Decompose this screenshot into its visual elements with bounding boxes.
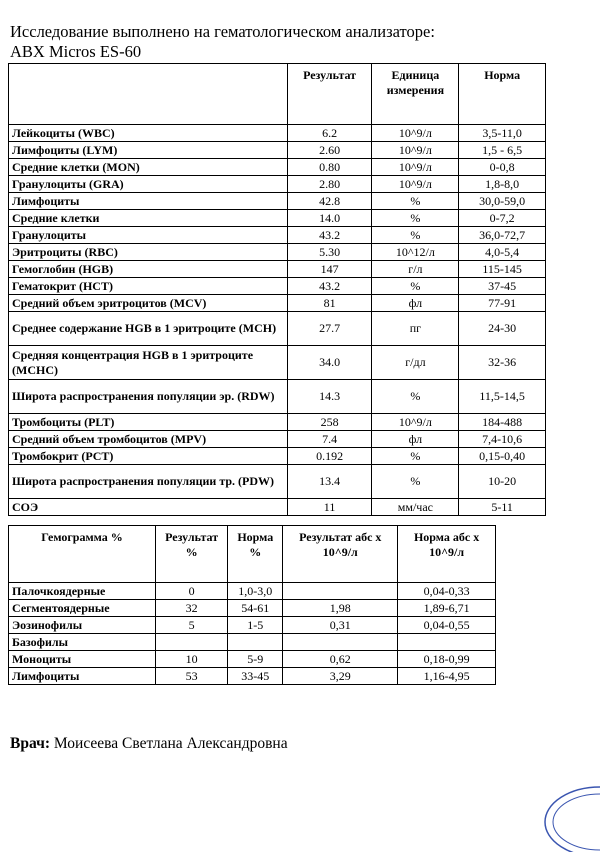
test-value: 0.192 [287,448,372,465]
test-norm: 10-20 [459,465,546,499]
test-value: 147 [287,261,372,278]
test-unit: 10^12/л [372,244,459,261]
test-value: 43.2 [287,227,372,244]
table-row [9,651,496,668]
test-name: Гранулоциты (GRA) [9,176,288,193]
test-norm: 5-11 [459,499,546,516]
test-name: Средняя концентрация HGB в 1 эритроците (MCHC) [9,346,288,380]
cell-result-pct: 32 [156,600,228,617]
cell-name: Эозинофилы [9,617,156,634]
test-value: 7.4 [287,431,372,448]
cell-norm-abs: 0,04-0,33 [398,583,496,600]
cell-norm-pct: 1-5 [228,617,283,634]
test-value: 14.0 [287,210,372,227]
test-unit: г/дл [372,346,459,380]
test-unit: % [372,210,459,227]
table-row [9,295,546,312]
table-row [9,210,546,227]
test-value: 6.2 [287,125,372,142]
table-row [9,634,496,651]
test-value: 11 [287,499,372,516]
test-norm: 24-30 [459,312,546,346]
cell-result-pct: 0 [156,583,228,600]
test-value: 34.0 [287,346,372,380]
doctor-signature-line [10,735,288,753]
cell-norm-pct [228,634,283,651]
test-value: 43.2 [287,278,372,295]
test-name: Лимфоциты (LYM) [9,142,288,159]
test-name: Средние клетки (MON) [9,159,288,176]
table-row [9,261,546,278]
test-name: Широта распространения популяции эр. (RDW) [9,380,288,414]
blood-test-header-row [9,64,546,125]
header-empty [9,64,288,125]
hemogram-table [8,525,496,685]
test-unit: 10^9/л [372,414,459,431]
test-name: Лейкоциты (WBC) [9,125,288,142]
cell-norm-abs [398,634,496,651]
report-heading [10,22,435,62]
test-norm: 0-0,8 [459,159,546,176]
test-name: Тромбоциты (PLT) [9,414,288,431]
hemogram-header-norm-abs: Норма абс x 10^9/л [398,526,496,583]
test-value: 2.60 [287,142,372,159]
hemogram-header-result-pct: Результат % [156,526,228,583]
table-row [9,278,546,295]
header-norm: Норма [459,64,546,125]
test-norm: 0,15-0,40 [459,448,546,465]
cell-norm-pct: 54-61 [228,600,283,617]
test-norm: 11,5-14,5 [459,380,546,414]
test-norm: 37-45 [459,278,546,295]
doctor-name: Моисеева Светлана Александровна [53,735,288,752]
test-unit: % [372,380,459,414]
table-row [9,312,546,346]
cell-result-pct: 53 [156,668,228,685]
table-row [9,414,546,431]
test-value: 13.4 [287,465,372,499]
test-unit: мм/час [372,499,459,516]
table-row [9,227,546,244]
test-value: 81 [287,295,372,312]
test-norm: 3,5-11,0 [459,125,546,142]
test-norm: 115-145 [459,261,546,278]
cell-norm-pct: 33-45 [228,668,283,685]
table-row [9,499,546,516]
cell-norm-abs: 1,16-4,95 [398,668,496,685]
test-unit: 10^9/л [372,176,459,193]
table-row [9,159,546,176]
cell-result-pct: 10 [156,651,228,668]
test-name: Среднее содержание HGB в 1 эритроците (MCH) [9,312,288,346]
cell-norm-abs: 0,04-0,55 [398,617,496,634]
heading-line-2: ABX Micros ES-60 [10,42,142,61]
cell-result-abs [283,583,398,600]
header-unit: Единица измерения [372,64,459,125]
table-row [9,583,496,600]
table-row [9,346,546,380]
hemogram-header-row [9,526,496,583]
test-value: 0.80 [287,159,372,176]
cell-name: Моноциты [9,651,156,668]
cell-norm-abs: 1,89-6,71 [398,600,496,617]
cell-result-abs: 1,98 [283,600,398,617]
hemogram-header-result-abs: Результат абс x 10^9/л [283,526,398,583]
table-row [9,380,546,414]
cell-result-abs: 0,31 [283,617,398,634]
table-row [9,193,546,210]
test-name: Средние клетки [9,210,288,227]
test-norm: 77-91 [459,295,546,312]
test-norm: 184-488 [459,414,546,431]
test-name: Гемоглобин (HGB) [9,261,288,278]
cell-result-abs [283,634,398,651]
test-name: Эритроциты (RBC) [9,244,288,261]
cell-norm-abs: 0,18-0,99 [398,651,496,668]
test-unit: пг [372,312,459,346]
cell-norm-pct: 5-9 [228,651,283,668]
cell-norm-pct: 1,0-3,0 [228,583,283,600]
cell-result-abs: 3,29 [283,668,398,685]
hemogram-header-name: Гемограмма % [9,526,156,583]
test-unit: % [372,448,459,465]
test-unit: фл [372,295,459,312]
test-name: Гематокрит (HCT) [9,278,288,295]
test-name: Средний объем тромбоцитов (MPV) [9,431,288,448]
cell-name: Палочкоядерные [9,583,156,600]
table-row [9,125,546,142]
test-unit: % [372,227,459,244]
test-unit: % [372,278,459,295]
test-norm: 0-7,2 [459,210,546,227]
test-name: Средний объем эритроцитов (MCV) [9,295,288,312]
table-row [9,431,546,448]
cell-name: Лимфоциты [9,668,156,685]
test-unit: 10^9/л [372,159,459,176]
test-norm: 7,4-10,6 [459,431,546,448]
test-unit: % [372,193,459,210]
test-value: 2.80 [287,176,372,193]
table-row [9,142,546,159]
test-value: 27.7 [287,312,372,346]
cell-name: Базофилы [9,634,156,651]
test-value: 5.30 [287,244,372,261]
test-unit: 10^9/л [372,142,459,159]
cell-result-abs: 0,62 [283,651,398,668]
doctor-label: Врач: [10,735,50,752]
test-name: Гранулоциты [9,227,288,244]
table-row [9,176,546,193]
test-value: 258 [287,414,372,431]
test-name: СОЭ [9,499,288,516]
test-unit: фл [372,431,459,448]
test-name: Широта распространения популяции тр. (PDW) [9,465,288,499]
table-row [9,668,496,685]
hemogram-header-norm-pct: Норма % [228,526,283,583]
blood-test-table [8,63,546,516]
test-norm: 30,0-59,0 [459,193,546,210]
table-row [9,617,496,634]
test-unit: 10^9/л [372,125,459,142]
table-row [9,465,546,499]
test-unit: % [372,465,459,499]
test-norm: 32-36 [459,346,546,380]
test-value: 42.8 [287,193,372,210]
test-name: Лимфоциты [9,193,288,210]
table-row [9,244,546,261]
test-unit: г/л [372,261,459,278]
test-norm: 1,8-8,0 [459,176,546,193]
stamp-icon [540,772,600,852]
test-norm: 4,0-5,4 [459,244,546,261]
test-norm: 36,0-72,7 [459,227,546,244]
table-row [9,600,496,617]
cell-result-pct: 5 [156,617,228,634]
test-name: Тромбокрит (PCT) [9,448,288,465]
table-row [9,448,546,465]
header-result: Результат [287,64,372,125]
test-value: 14.3 [287,380,372,414]
heading-line-1: Исследование выполнено на гематологическом анализаторе: [10,22,435,41]
test-norm: 1,5 - 6,5 [459,142,546,159]
cell-result-pct [156,634,228,651]
cell-name: Сегментоядерные [9,600,156,617]
